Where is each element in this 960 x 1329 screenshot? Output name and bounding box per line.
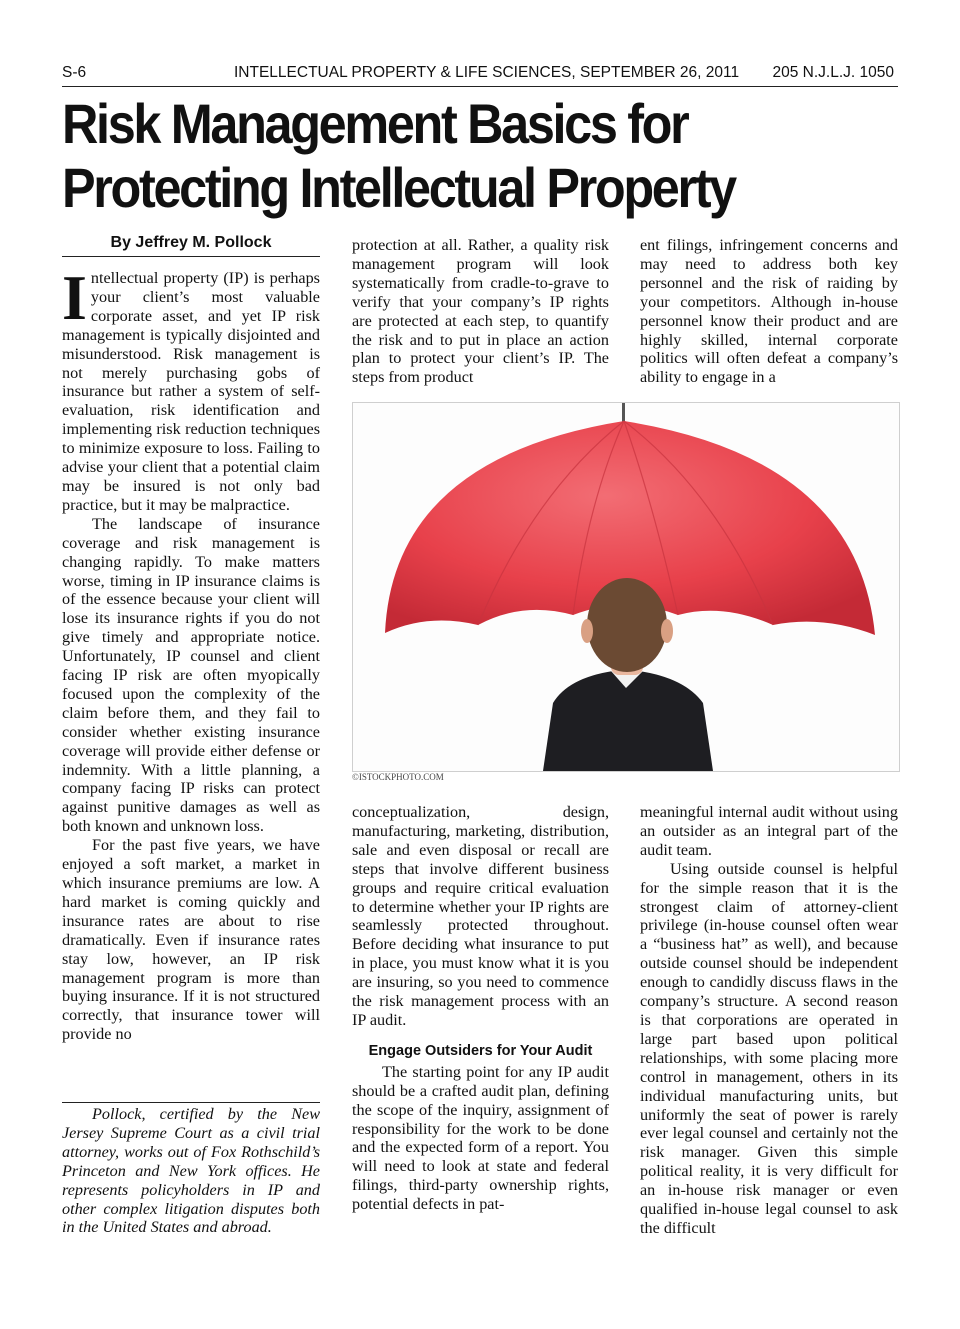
umbrella-photo <box>352 402 900 772</box>
paragraph: The starting point for any IP audit should be a crafted audit plan, defining the scope of the inquiry, assignment of responsibility for the work to be done and the expected form of a report. You will need to look at state and federal filings, third-party ownership rights, potential defects in pat- <box>352 1062 609 1214</box>
paragraph: protection at all. Rather, a quality risk management program will look systematically from cradle-to-grave to verify that your company’s IP rights are protected at each step, to quantify the risk and to put in place an action plan to protect your client’s IP. The steps from product <box>352 236 609 387</box>
paragraph: The landscape of insurance coverage and risk management is changing rapidly. To make matters worse, timing in IP insurance claims is of the essence because your client will lose its insurance rights if you do not give timely and appropriate notice. Unfortunately, IP counsel and client facing IP risk are often myopically focused upon the complexity of the claim before them, and they fail to consider whether existing insurance coverage will provide either defense or indemnity. With a little planning, a company facing IP risks can protect against punitive damages as well as both known and unknown loss. <box>62 514 320 836</box>
photo-credit: ©ISTOCKPHOTO.COM <box>352 772 444 782</box>
title-line-1: Risk Management Basics for <box>62 92 688 155</box>
intro-paragraph <box>62 262 320 515</box>
intro-text: ntellectual property (IP) is perhaps your client’s most valuable corporate asset, and yet IP risk management is typically disjointed and misunderstood. Risk management is not merely purchasing gobs of insurance but rather a system of self-evaluation, risk identification and implementing risk reduction techniques to minimize exposure to loss. Failing to advise your client that a potential claim may be insured is not only bad practice, but it may be malpractice. <box>62 269 320 514</box>
column-3-top <box>640 236 898 387</box>
bio-text: Pollock, certified by the New Jersey Supreme Court as a civil trial attorney, works out of Fox Rothschild’s Princeton and New York offices. He represents policyholders in IP and other complex litigation disputes both in the United States and abroad. <box>62 1105 320 1237</box>
umbrella-tip <box>622 403 625 423</box>
drop-cap: I <box>62 262 87 333</box>
publication-line: INTELLECTUAL PROPERTY & LIFE SCIENCES, SEPTEMBER 26, 2011 <box>234 64 740 81</box>
article-title <box>62 92 836 220</box>
paragraph: Using outside counsel is helpful for the simple reason that it is the strongest claim of attorney-client privilege (in-house counsel often wear a “business hat” as well), and because outside counsel should be independent enough to candidly discuss flaws in the company’s structure. A second reason is that corporations are operated in large part based upon political relationships, with some placing more control in management, others in its individual manufacturing units, but uniformly the seat of power is rarely ever legal counsel and certainly not the risk manager. Given this simple political reality, it is very difficult for an in-house risk manager or even qualified in-house legal counsel to ask the difficult <box>640 859 898 1237</box>
paragraph: conceptualization, design, manufacturing, marketing, distribution, sale and even disposal or recall are steps that involve different business groups and require critical evaluation to determine whether your IP rights are seamlessly protected throughout. Before deciding what insurance to put in place, you must know what it is you are insuring, so you need to commence the risk management process with an IP audit. <box>352 803 609 1029</box>
column-2-top <box>352 236 609 387</box>
column-2-bottom <box>352 803 609 1214</box>
paragraph: ent filings, infringement concerns and may need to address both key personnel and the risk of raiding by your competitors. Although in-house personnel know their product and are highly skilled, internal corporate politics will often defeat a company’s ability to engage in a <box>640 236 898 387</box>
man-head <box>587 578 667 672</box>
section-subhead: Engage Outsiders for Your Audit <box>368 1042 593 1059</box>
citation: 205 N.J.L.J. 1050 <box>772 64 894 81</box>
column-1-body <box>62 262 320 1044</box>
page-number: S-6 <box>62 64 87 81</box>
running-header <box>62 64 898 87</box>
paragraph: meaningful internal audit without using an outsider as an integral part of the audit team. <box>640 803 898 859</box>
bio-divider <box>62 1102 320 1103</box>
title-line-2: Protecting Intellectual Property <box>62 156 735 219</box>
umbrella-illustration <box>353 403 899 771</box>
column-3-bottom <box>640 803 898 1238</box>
byline: By Jeffrey M. Pollock <box>62 234 320 257</box>
author-bio <box>62 1105 320 1237</box>
paragraph: For the past five years, we have enjoyed a soft market, a market in which insurance premiums are low. A hard market is coming quickly and insurance rates are about to rise dramatically. Even if insurance rates stay low, however, an IP risk management program is more than buying insurance. If it is not structured correctly, that insurance tower will provide no <box>62 836 320 1044</box>
